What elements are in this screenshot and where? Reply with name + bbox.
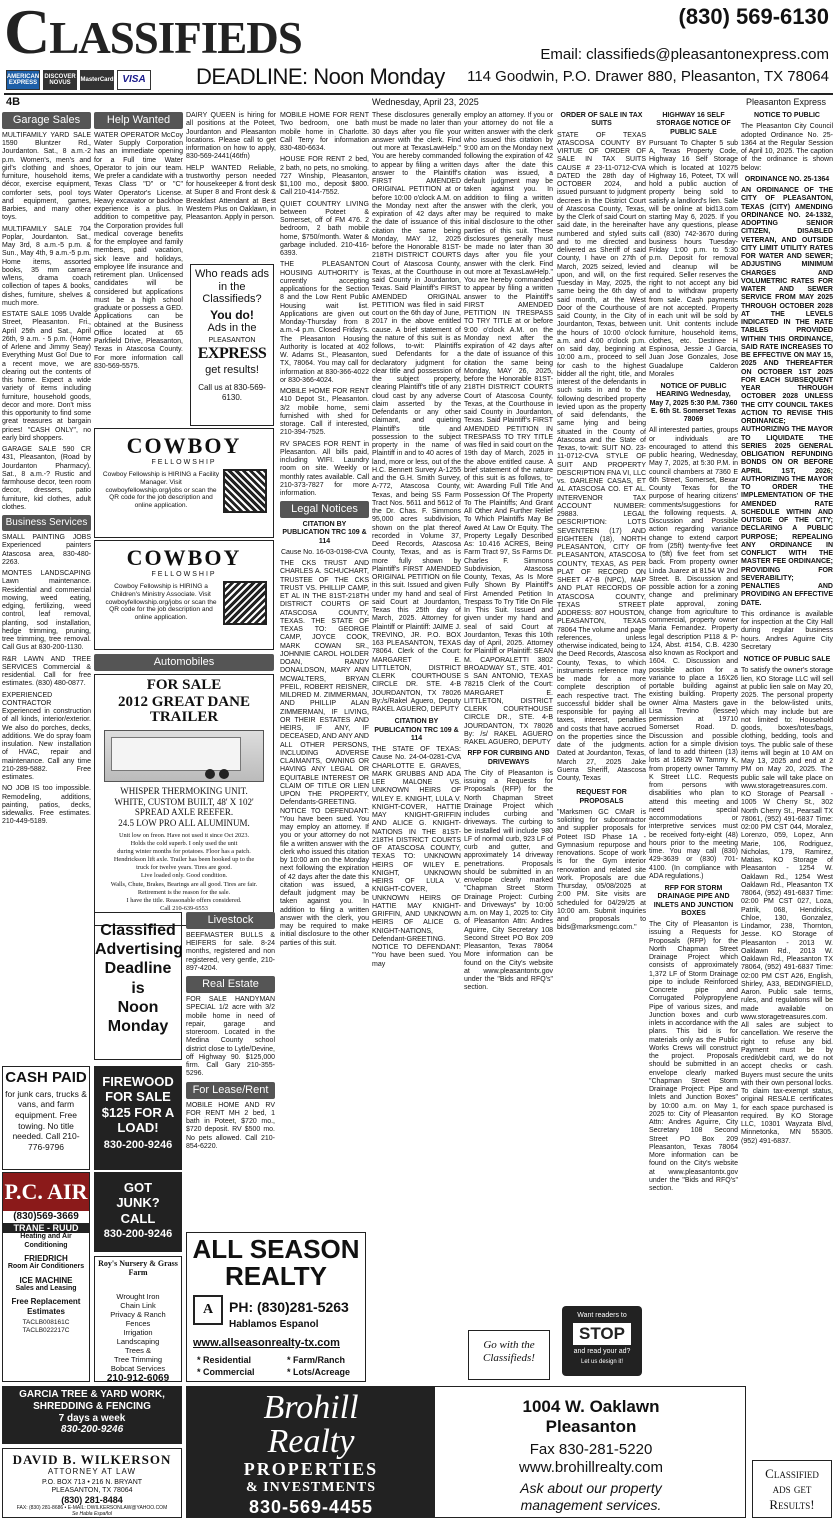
stop-l3: and read your ad?	[573, 1348, 631, 1356]
nursery-item: Chain Link	[120, 1300, 156, 1310]
section-livestock: Livestock	[186, 912, 275, 929]
nursery-title: Roy's Nursery & Grass Farm	[98, 1259, 178, 1278]
results-l2: ads get	[772, 1481, 812, 1497]
section-real-estate: Real Estate	[186, 976, 275, 993]
nursery-item: Fences	[125, 1318, 151, 1328]
garcia-l1: GARCIA TREE & YARD WORK,	[19, 1389, 165, 1400]
ad-item: MONTES LANDSCAPING Lawn maintenance. Residential and commercial mowing, weed eating, edging, fertilizing, weed control, leaf removal, planting, sod installation, hedge trimming, pruning, tree trimming, tree removal. Call Gus at 830-200-1130.	[2, 570, 91, 652]
results-box	[752, 1460, 832, 1518]
trailer-details	[97, 832, 271, 914]
pc-air-l5: ICE MACHINE	[19, 1275, 73, 1285]
pc-air-logo: P.C. AIR	[3, 1173, 89, 1211]
ad-item: GARAGE SALE 590 CR 431, Pleasanton, (Road by Jourdanton Pharmacy). Sat., 8 a.m.-? Rustic and farmhouse decor, teen room decor, dressers, patio furniture, kid clothes, adult clothes.	[2, 446, 91, 511]
tax-sale-text: STATE OF TEXAS ATASCOSA COUNTY BY VIRTUE OF ORDER OF SALE IN TAX SUITS CAUSE # 23-11-0712-CVA DATED the 28th day of OCTOBER 2024, and issued pursuant to judgment decrees in the District Court of Atascosa County, Texas, by the Clerk of said Court on said date, in the hereinafter numbered and styled suits and to me directed and delivered as Sheriff of said County, I have on 27th of March, 2025 seized, levied upon, and will, on the first Tuesday in May, 2025, the same being the 6th day of said month, at the West Door of the Courthouse of said County, in the City of Jourdanton, Texas, between the hours of 10:00 o'clock a.m. and 4:00 o'clock p.m. on said day, beginning at 10:00 a.m., proceed to sell for cash to the highest bidder all the right, title, and interest of the defendants in such suits in and to the following described property levied upon as the property of said defendants, the same lying and being situated in the County of Atascosa and the State of Texas, to-wit: SUIT NO. 23-11-0712-CVA STYLE OF SUIT AND PROPERTY DESCRIPTION FNA VI, LLC vs. DARLENE CASAS, ET AL ATASCOSA CO. ET AL. INTERVENOR TAX ACCOUNT NUMBER: 29883. LEGAL DESCRIPTION: LOTS SEVENTEEN (17) AND EIGHTEEN (18), NORTH PLEASANTON, CITY OF PLEASANTON, ATASCOSA COUNTY, TEXAS, AS PER PLAT OF RECORD ON SHEET 47-B (NPC), MAP AND PLAT RECORDS OF ATASCOSA COUNTY, TEXAS STREET ADDRESS: 807 HOUSTON, PLEASANTON, TEXAS 78064 The volume and page references, unless otherwise indicated, being to the Deed Records, Atascosa County, Texas, to which instruments reference may be made for a more complete description of each respective tract. The successful bidder shall be responsible for paying all taxes, interest, penalties and costs that have accrued on the properties since the date of the judgments. Dated at Jourdanton, Texas, March 27, 2025 Jake Guerra Sheriff, Atascosa County, Texas	[557, 131, 646, 782]
nursery-item: Privacy & Ranch	[110, 1309, 166, 1319]
hearing-text: All interested parties, groups or individuals are encouraged to attend this public hearing, Wednesday, May 7, 2025, at 5:30 P.M. in council chambers at 7360 E 6th Street, Somerset, Bexar County Texas for the purpose of hearing citizens' comments/suggestions for the following requests. A. Discussion and Possible action regarding variance change to extend carport from (25ft) twenty-five feet to (5ft) five feet from set back. From property owner Linda Juarez at 8154 W 2nd Street. B. Discussion and possible action for a zoning change and preliminary plate approval, zoning change from agriculture to commercial, property owner Maria Fernandez. Property legal description P118 & P-124, Abst. #154, C.B. 4230 also known as Rockport and 1604. C. Discussion and possible action for a variance to place a 16X26 portable building against existing building. Property owner Alma Masters gave Lisa Trevino (lessee) permission at 19710 Somerset Road. D. Discussion and possible action for a simple division of land to add thirteen (13) lots at 16829 W Tammy K, from property owner Tammy K Street LLC. Requests from persons with disabilities who plan to attend this meeting and need special accommodations or interpretive services must be received forty-eight (48) hours prior to the meeting time. You may call (830) 429-3639 or (830) 701-4100. (In compliance with ADA regulations.)	[649, 427, 738, 880]
citation-title: CITATION BY PUBLICATION TRC 109 & 114	[374, 718, 459, 742]
legal-text: employ an attorney. If you or your attorney do not file a written answer with the clerk who issued this citation by 9:00 am on the Monday next following the expiration of 42 days after the date this citation was issued, a default judgment may be taken against you. In addition to filing a written answer with the clerk, you may be required to make initial disclosure to the other parties of this suit. These disclosures generally must be made no later than 30 days after you file your answer with the clerk. Find out more at TexasLawHelp." You are hereby commanded to appear by filing a written answer to the Plaintiff's FIRST AMENDED PETITION IN TRESPASS TO TRY TITLE at or before 9:00 o'clock A.M. on the Monday next after the expiration of 42 days after the date of issuance of this citation the same being Monday, MAY 26, 2025, before the Honorable 81ST-218TH DISTRICT COURTS Court of Atascosa County, Texas, at the Courthouse in said County in Jourdanton, Texas. Said Plaintiff's FIRST AMENDED PETITION IN TRESPASS TO TRY TITLE was filed in said court on the 19th day of March, 2025 in the above entitled cause. A brief statement of the nature of this suit is as follows, to-wit: Awarding Full Title And Possession Of The Property To The Plaintiffs; And Grant All Other And Further Relief To Which Plaintiffs May Be Awed At Law Or Equity. The Property Legally Described As: 10.416 ACRES, Being Farm Tract 97, Ss Farms Dr. Charles F. Simmons Subdivision, Atascosa County, Texas, As Is More Fully Shown By Plaintiff's First Amended Petition In Trespass To Try Title On File In This Suit. Issued and given under my hand and seal of said Court at Jourdanton, Texas this 10th day of April, 2025. Attorney for Plaintiff or Plaintiff: SEAN M. CAPORALETTI 3802 BROADWAY ST., STE. 401-S SAN ANTONIO, TEXAS 78215 Clerk of the Court: MARGARET E. LITTLETON, DISTRICT CLERK COURTHOUSE CIRCLE DR., STE. 4-B JOURDANTON, TX 78026 By: /s/ RAKEL AGUERO RAKEL AGUERO, DEPUTY	[464, 112, 553, 746]
junk-l1: GOT	[123, 1180, 153, 1195]
brohill-addr1: 1004 W. Oaklawn	[522, 1397, 660, 1416]
masthead-title: Classifieds	[4, 0, 302, 67]
masthead-rule	[4, 93, 833, 95]
detail-line: Holds the cold superb. I only used the unit	[130, 839, 238, 847]
asr-commercial: * Commercial	[197, 1367, 255, 1377]
firewood-l2: FOR SALE	[105, 1089, 171, 1105]
cowboy-logo-sub: FELLOWSHIP	[151, 458, 217, 466]
asr-phone: PH: (830)281-5263	[229, 1299, 349, 1315]
brohill-addr2: Pleasanton	[545, 1417, 637, 1437]
ordinance-text: AN ORDINANCE OF THE CITY OF PLEASANTON, TEXAS (CITY) AMENDING ORDINANCE NO. 24-1332, ADOPTING SENIOR CITIZEN, DISABLED VETERAN, AND OUTSIDE CITY LIMIT UTILITY RATES FOR WATER AND SEWER; ADJUSTING MINIMUM CHARGES AND VOLUMETRIC RATES FOR WATER AND SEWER SERVICE FROM MAY 2025 THROUGH OCTOBER 2028 AT THE LEVELS INDICATED IN THE RATE TABLES PROVIDED WITHIN THIS ORDINANCE, SAID RATE INCREASES TO BE EFFECTIVE ON MAY 15, 2025 AND THEREAFTER ON OCTOBER 1ST 2025 FOR EACH SUBSEQUENT YEAR THROUGH OCTOBER 2028 UNLESS THE CITY COUNCIL TAKES ACTION TO REVISE THIS ORDINANCE; AUTHORIZING THE MAYOR TO LIQUIDATE THE SERIES 2025 GENERAL OBLIGATION REFUNDING BONDS ON OR BEFORE APRIL 1ST, 2026; AUTHORIZING THE MAYOR TO ORDER THE IMPLEMENTATION OF THE AMENDED RATE SCHEDULE WITHIN AND OUTSIDE OF THE CITY; DECLARING A PUBLIC PURPOSE; REPEALING ANY ORDINANCE IN CONFLICT WITH THE MASTER FEE ORDINANCE; PROVIDING FOR SEVERABILITY; PENALTIES AND PROVIDING AN EFFECTIVE DATE.	[741, 187, 833, 607]
deadline-box	[94, 912, 182, 1060]
column-tax-sale	[557, 112, 646, 1172]
pc-air-ad	[2, 1172, 90, 1382]
stop-ad-box	[562, 1306, 642, 1376]
column-public-notices	[649, 112, 738, 1382]
cause-number: Cause No. 16-03-0198-CVA	[280, 548, 369, 556]
mastercard-icon: MasterCard	[80, 70, 114, 90]
all-season-realty-ad	[186, 1232, 366, 1382]
livestock-realestate-col	[186, 912, 275, 1151]
ad-item: SMALL PAINTING JOBS Experienced painters Atascosa area, 830-480-2263.	[2, 534, 91, 566]
ad-item: BEEFMASTER BULLS & HEIFERS for sale. 8-24 months, registered and non registered, very gentle, 210-897-4204.	[186, 931, 275, 972]
who-reads-line4: get results!	[205, 364, 259, 377]
wilkerson-fax: FAX: (830) 281-8686 • E-MAIL: DWILKERSONLAW@YAHOO.COM	[16, 1504, 168, 1511]
ad-item: MOBILE HOME FOR RENT Two bedroom, one bath mobile home in Charlotte. Call Terry for information 830-480-6634.	[280, 112, 369, 152]
brohill-logo-panel	[187, 1387, 435, 1517]
detail-line: Hendrickson lift axle. Trailer has been hooked up to the	[113, 856, 255, 864]
trailer-sub3: 24.5 LOW PRO ALL ALUMINUM.	[118, 817, 250, 828]
asr-title2: REALTY	[224, 1261, 328, 1292]
pc-air-l1: TRANE - RUUD	[3, 1223, 89, 1234]
express-logo: EXPRESS	[197, 345, 267, 363]
cowboy-fellowship-ad-2	[94, 540, 274, 650]
who-reads-line3: Ads in the	[207, 322, 257, 335]
cash-paid-title: CASH PAID	[5, 1069, 87, 1086]
cash-paid-text: for junk cars, trucks & vans, and farm equipment. Free towing. No title needed. Call 210-776-9796	[5, 1088, 87, 1152]
storage-text: Pursuant To Chapter 5 sub A, Texas Property Code, Highway 16 Self Storage which is located at 10275 Highway 16, Poteet, TX will hold a public auction of property being sold to satisfy a landlord's lien. Sale will be online at bid13.com starting May 6, 2025. If you have any questions, please call (830) 742-3670 during business hours Tuesday-Friday 1:00 p.m. to 5:30 p.m. Deposit for removal and cleanup will be required. Seller reserves the right to not accept any bid and to withdraw property from sale. Cash payments are not accepted. Property in each unit will be sold by unit. Unit contents include furniture, household items, clothes, etc. Destinee H Espinosa, Jessie J Garcia, Juan Jose Gonzales, Jose Guadalupe Calderon Morales	[649, 139, 738, 378]
pc-air-l3: FRIEDRICH	[24, 1253, 68, 1263]
masthead-phone: (830) 569-6130	[678, 4, 829, 29]
wilkerson-title: ATTORNEY AT LAW	[47, 1467, 137, 1477]
column-ordinance	[741, 112, 833, 1456]
brohill-web[interactable]: www.brohillrealty.com	[519, 1458, 663, 1476]
notice-title: NOTICE TO PUBLIC	[754, 112, 820, 119]
pc-air-l9: TACLB022217C	[22, 1326, 70, 1334]
tax-sale-title: ORDER OF SALE IN TAX SUITS	[560, 112, 643, 128]
rfp-title: RFP FOR CURBING AND DRIVEWAYS	[467, 750, 550, 766]
firewood-l1: FIREWOOD	[102, 1074, 174, 1089]
public-sale-title: NOTICE OF PUBLIC SALE	[743, 656, 831, 663]
wilkerson-espanol: Se Habla Español	[71, 1510, 113, 1517]
brohill-l2: Realty	[267, 1423, 355, 1460]
ad-item: FOR SALE HANDYMAN SPECIAL 1/2 acre with 3/2 mobile home in need of repair, garage and storeroom. Located in the Medina County school district close to Lytle/Devine, off Highway 90. $125,000 firm. Call Gary 210-355-5296.	[186, 996, 275, 1078]
ad-item: THE PLEASANTON HOUSING AUTHORITY is currently accepting applications for the Section 8 and the Low Rent Public Housing wait list. Applications are given out Monday-Thursday from 8 a.m.-4 p.m. Closed Friday's. The Pleasanton Housing Authority is located at 402 W. Adams St., Pleasanton, TX, 78064. You may call for information at 830-366-4022 or 830-366-4024.	[280, 261, 369, 384]
cowboy-text: Cowboy Fellowship is HIRING a Facility Manager. Visit cowboyfellowship.org/jobs or scan the QR code for the job description and online application.	[102, 471, 220, 510]
deadline-l5: Noon	[117, 998, 159, 1016]
brohill-tag2: management services.	[520, 1496, 662, 1513]
wilkerson-city: PLEASANTON, TX 78064	[51, 1487, 133, 1495]
ordinance-title: ORDINANCE NO. 25-1364	[744, 175, 830, 183]
masthead-email: Email: classifieds@pleasantonexpress.com	[540, 46, 829, 63]
brohill-info	[443, 1397, 739, 1514]
citation-title: CITATION BY PUBLICATION TRC 109 & 114	[282, 521, 367, 545]
detail-line: Unit low on freon. Have not used it since Oct 2023.	[118, 831, 250, 839]
detail-line: Live loaded only. Good condition.	[140, 872, 228, 880]
garcia-phone: 830-200-9246	[60, 1424, 124, 1436]
section-business-services: Business Services	[2, 515, 91, 531]
junk-l3: CALL	[120, 1210, 156, 1226]
rfp-text: "Marksmen GC CMaR is soliciting for subcontractor and supplier proposals for Poteet ISD Phase 1A - Gymnasium repurpose and renovations. Scope of work is for the Gym interior renovation and related site work. Proposals are due Thursday, 05/08/2025 at 2:00 PM. Site visits are scheduled for 04/29/25 at 10:00 am. Submit inquiries and proposals to bids@marksmengc.com."	[557, 808, 646, 932]
masthead-address: 114 Goodwin, P.O. Drawer 880, Pleasanton, TX 78064	[467, 68, 829, 85]
section-garage-sales: Garage Sales	[2, 112, 91, 129]
cowboy-text: Cowboy Fellowship is HIRING a Children's Ministry Associate. Visit cowboyfellowship.org/jobs or scan the QR code for the job description and online application.	[105, 583, 217, 622]
public-sale-text: To satisfy the owner's storage lien, KO Storage LLC will sell at public lien sale on May 20, 2025. The personal property in the below-listed units, which may include but are not limited to: Household goods, boxes/totes/bags, clothing, bedding, tools and toys. The public sale of these items will begin at 10 AM on May 13, 2025 and end at 2 PM on May 20, 2025. The public sale will take place on www.storagetreasures.com. KO Storage of Pearsall - 1005 W Cherry St., 302 North Cherry St., Pearsall TX 78061, (952) 491-6837 Time: 02:00 PM CST 044, Moralez, Lorenzo, 059, Lopez, Ann Marie, 106, Rodriguez, Nicholas, 179, Ramirez, Matias. KO Storage of Pleasanton - 1254 W. Oaklawn Rd., 1254 West Oaklawn Rd., Pleasanton TX 78064, (952) 491-6837 Time: 02:00 PM CST 027, Loza, Patrik, 068, Hendricks, Chloe, 130, Gonzalez, Lindamor, 238, Thornton, Jesse. KO Storage of Pleasanton - 2013 W. Oaklawn Rd., 2013 W. Oaklawn Rd., Pleasanton TX 78064, (952) 491-6837 Time: 02:00 PM CST A26, English, Shirley, A33, BEDINGFIELD, Aaron. Public sale terms, rules, and regulations will be made available on www.storagetreasures.com. All sales are subject to cancellation. We reserve the right to refuse any bid. Payment must be by credit/debit card, we do not accept checks or cash. Buyers must secure the units with their own personal locks. To claim tax-exempt status, original RESALE certificates for each space purchased is required. By KO Storage LLC, 10301 Wayzata Blvd, Minnetonka, MN 55305. (952) 491-6837.	[741, 667, 833, 1145]
who-reads-box	[190, 264, 274, 426]
wilkerson-phone: (830) 281-8484	[61, 1495, 123, 1506]
junk-ad	[94, 1172, 182, 1252]
issue-date: Wednesday, April 23, 2025	[372, 97, 479, 107]
rfp-title: REQUEST FOR PROPOSALS	[576, 789, 627, 805]
pc-air-l2: Heating and Air Conditioning	[20, 1233, 72, 1249]
legal-text: THE STATE OF TEXAS: Cause No. 24-04-0281-CVA CHARLOTTE E. GRAVES, MARK GRUBBS AND ADA LEE MALONE VS. UNKNOWN HEIRS OF WILEY E. KNIGHT, LULA V. KNIGHT-COVER, HATTIE MAY KNIGHT-GRIFFIN AND ALICE G. KNIGHT-NATIONS IN THE 81ST-218TH DISTRICT COURTS OF ATASCOSA COUNTY, TEXAS TO: UNKNOWN HEIRS OF WILEY E. KNIGHT, UNKNOWN HEIRS OF LULA V. KNIGHT-COVER, UNKNOWN HEIRS OF HATTIE MAY KNIGHT-GRIFFIN, AND UNKNOWN HEIRS OF ALICE G. KNIGHT-NATIONS, Defendant-GREETING. NOTICE TO DEFENDANT: "You have been sued. You may	[372, 746, 461, 968]
express-logo-top: PLEASANTON	[208, 337, 256, 345]
column-legal-3	[464, 112, 553, 1212]
rfp-text: The City of Pleasanton is issuing a Requests for Proposals (RFP) for the North Chapman Street Drainage Project which includes curbing and driveways. The curbing to be installed will include 980 LF of normal curb, 923 LF of curb and gutter, and approximately 14 driveway penetrations. Proposals should be submitted in an envelope clearly marked "Chapman Street Storm Drainage Project: Curbing and Driveways" by 10:00 a.m. on May 1, 2025 to: City of Pleasanton Attn: Andres Aguirre, City Secretary 108 Second Street PO Box 209 Pleasanton, Texas 78064 More information can be found on the City's website at www.pleasantontx.gov under the "Bids and RFQ's" section.	[464, 769, 553, 992]
detail-line: Call 210-639-6553	[160, 905, 208, 913]
deadline-l3: Deadline	[104, 960, 172, 978]
stop-l4: Let us design it!	[580, 1358, 624, 1365]
nursery-item: Tree Trimming	[113, 1354, 163, 1364]
junk-phone: 830-200-9246	[103, 1227, 173, 1240]
detail-line: I have the title. Reasonable offers considered.	[126, 896, 242, 904]
trailer-title2: 2012 GREAT DANE TRAILER	[118, 693, 250, 726]
nursery-item: Trees &	[125, 1345, 151, 1355]
cowboy-logo: COWBOY	[126, 433, 242, 458]
pc-air-l4: Room Air Conditioners	[7, 1263, 85, 1271]
detail-line: Walls, Chute, Brakes, Bearings are all good. Tires are fair.	[110, 880, 258, 888]
legal-text: These disclosures generally must be made no later than 30 days after you file your answer with the clerk. Find out more at TexasLawHelp." You are hereby commanded to appear by filing a written answer to the Plaintiff's FIRST AMENDED ORIGINAL PETITION at or before 10:00 o'clock A.M. on the Monday next after the expiration of 42 days after the date of issuance of this citation the same being Monday, MAY 12, 2025 before the Honorable 81ST-218TH DISTRICT COURTS Court of Atascosa County, Texas, at the Courthouse in said County in Jourdanton, Texas. Said Plaintiff's FIRST AMENDED ORIGINAL PETITION was filed in said court on the 6th day of June, 2017 in the above entitled cause. A brief statement of the nature of this suit is as follows, to-wit: Plaintiffs sued Defendants for a declaratory judgment for clear title and possession of the subject property, clearing Plaintiff's title of any cloud cast by any adverse claim asserted by the Defendants or any other claimant, and quieting Plaintiff's title and possession to the subject property in the name of Plaintiff in and to 40 acres of land, more or less, out of the H.C. Bennett Survey A-1255 and the G.H. Smith Survey, A-772, Atascosa County, Texas, and being SS Farm Tract Nos. 5611 and 5612 of the Dr. Chas. F. Simmons 95,000 acres subdivision, shown on the plat thereof recorded in Volume 37, Deed Records, Atascosa County, Texas, and as is more fully shown by Plaintiff's FIRST AMENDED ORIGINAL PETITION on file in this suit. Issued and given under my hand and seal of said Court at Jourdanton, Texas this 25th day of March, 2025. Attorney for Plaintiff or Plaintiff: JAIME J. TREVINO, JR. P.O. BOX 163 PLEASANTON, TEXAS 78064. Clerk of the Court: MARGARET E. LITTLETON, DISTRICT CLERK COURTHOUSE CIRCLE DR. STE. 4-B JOURDANTON, TX 78026 By:/s/Rakel Aguero, Deputy RAKEL AGUERO, DEPUTY	[372, 112, 461, 713]
ordinance-after: This ordinance is available for inspection at the City Hall during regular business hours. Andres Aguirre City Secretary	[741, 610, 833, 651]
deadline-l6: Monday	[107, 1017, 169, 1035]
detail-line: truck for twelve years. Tires are good.	[136, 864, 232, 872]
results-l3: Results!	[769, 1496, 815, 1512]
garcia-tree-ad	[2, 1386, 182, 1444]
ad-item: MOBILE HOME FOR RENT 410 Depot St., Pleasanton. 3/2 mobile home, semi furnished with shed for storage. Call if interested, 210-394-7525.	[280, 388, 369, 437]
brohill-fax: Fax 830-281-5220	[529, 1441, 653, 1459]
legal-text: THE CKS TRUST AND CHARLES A. SCHUCHART, TRUSTEE OF THE CKS TRUST VS. PHILLIP CAMP, ET AL IN THE 81ST-218TH DISTRICT COURTS OF ATASCOSA COUNTY, TEXAS. THE STATE OF TEXAS TO: GEORGE CAMP, JOYCE COOK, MARK COWAN SR., JOHNNIE CAROL HOLDER DOAN, RANDY DONALDSON, MARY ANN MCWALTERS, BRYAN PFEIL, ROBERT REISNER, MILDRED M. ZIMMERMAN, AND PHILLIP ALAN ZIMMERMAN, IF LIVING, OR THEIR ESTATES AND HEIRS, IF ANY, IF DECEASED, AND ANY AND ALL OTHER PERSONS, INCLUDING ADVERSE CLAIMANTS, OWNING OR HAVING ANY LEGAL OR EQUITABLE INTEREST OR CLAIM OF TITLE OR LIEN UPON THE PROPERTY, Defendants-GREETING. NOTICE TO DEFENDANT: "You have been sued. You may employ an attorney. If you or your attorney do not file a written answer with the clerk who issued this citation by 10:00 am on the Monday next following the expiration of 42 days after the date this citation was issued, a default judgment may be taken against you. In addition to filing a written answer with the clerk, you may be required to make initial disclosure to the other parties of this suit.	[280, 560, 369, 947]
asr-farm: * Farm/Ranch	[287, 1355, 346, 1365]
page-number: 4B	[6, 96, 21, 108]
rfp-text: The City of Pleasanton is issuing a Requests for Proposals (RFP) for the North Chapman Street Drainage Project which consists of approximately 1,372 LF of Storm Drainage pipe to include Reinforced Concrete pipe and Corrugated Polypropylene Pipe of various sizes, and Junction boxes and curb inlets in accordance with the plans. This bid is for materials only as the Public Works Crews will construct the project. Proposals should be submitted in an envelope clearly marked "Chapman Street Storm Drainage Project: Pipe and Inlets and Junction Boxes" by 10:00 a.m. on May 1, 2025 to: City of Pleasanton Attn: Andres Aguirre, City Secretary 108 Second Street PO Box 209 Pleasanton, Texas 78064 More information can be found on the City's website at www.pleasantontx.gov under the "Bids and RFQ's" section.	[649, 921, 738, 1192]
brohill-l3: PROPERTIES	[243, 1459, 379, 1479]
detail-line: during winter months for potatoes. Floor has a patch.	[117, 847, 251, 855]
junk-l2: JUNK?	[116, 1195, 160, 1211]
asr-residential: * Residential	[197, 1355, 252, 1365]
wilkerson-ad	[2, 1448, 182, 1518]
hearing-title: NOTICE OF PUBLIC HEARING Wednesday, May 7, 2025 5:30 P.M. 7360 E. 6th St. Somerset Texas 78069	[649, 383, 738, 423]
trailer-sub2: WHITE, CUSTOM BUILT, 48' X 102' SPREAD AXLE REEFER.	[114, 796, 254, 818]
pc-air-l8: TACLB008161C	[22, 1319, 70, 1327]
cowboy-logo-sub: FELLOWSHIP	[151, 570, 217, 578]
brohill-phone: 830-569-4455	[248, 1496, 374, 1517]
firewood-ad	[94, 1066, 182, 1170]
column-legal-2	[372, 112, 461, 1230]
trailer-title1: FOR SALE	[146, 676, 222, 693]
qr-code-icon[interactable]	[223, 469, 267, 513]
payment-cards	[6, 70, 151, 90]
firewood-phone: 830-200-9246	[103, 1139, 173, 1152]
ad-item: ESTATE SALE 1095 Uvalde Street, Pleasanton. Fri., April 25th and Sat., April 26th, 9 a.m. - 5 p.m. (Home of Arlene and Jimmy Seay) Everything Must Go! Due to a recent move, we are clearing out the contents of this home. Expect a wide variety of items including furniture, household goods, decor and more. Don't miss this opportunity to find some great treasures at bargain prices! "CASH ONLY", no early bird shoppers.	[2, 311, 91, 442]
ad-item: MULTIFAMILY YARD SALE 1590 Bluntzer Rd., Jourdanton. Sat., 8 a.m.-2 p.m. Women's, men's and girl's clothing and shoes, furniture, household items, décor, exercise equipment, comforter sets, pool toys and equipment, games, Barbies, and many other toys.	[2, 131, 91, 222]
masthead-deadline: DEADLINE: Noon Monday	[196, 64, 445, 89]
who-reads-line2: You do!	[210, 307, 254, 322]
asr-logo-icon: A	[193, 1295, 223, 1325]
firewood-l3: $125 FOR A	[101, 1104, 175, 1120]
firewood-l4: LOAD!	[117, 1119, 159, 1135]
nursery-item: Irrigation	[123, 1327, 153, 1337]
deadline-l4: is	[131, 979, 145, 997]
brohill-l1: Brohill	[263, 1389, 359, 1426]
pc-air-l7: Free Replacement Estimates	[11, 1297, 81, 1316]
asr-lots: * Lots/Acreage	[287, 1367, 351, 1377]
rfp-title: RFP FOR STORM DRAINAGE PIPE AND INLETS AND JUNCTION BOXES	[653, 885, 734, 917]
column-rentals-legal	[280, 112, 369, 1230]
wilkerson-addr: P.O. BOX 713 • 216 N. BRYANT	[41, 1478, 143, 1486]
who-reads-call: Call us at 830-569-6130.	[198, 383, 266, 402]
trailer-sub1: WHISPER THERMOKING UNIT.	[120, 786, 248, 797]
detail-line: Retirement is the reason for the sale.	[137, 888, 231, 896]
nursery-item: Landscaping	[116, 1336, 160, 1346]
ad-item: DAIRY QUEEN is hiring for all positions at the Poteet, Jourdanton and Pleasanton locations. Please call to get information on how to apply, 830-569-2441(46tfn)	[186, 112, 276, 161]
qr-code-icon[interactable]	[223, 581, 267, 625]
ad-item: HELP WANTED Reliable, trustworthy person needed for housekeeper & front desk at Super 8 and Front desk & Breakfast Attendant at Best Western Plus on Oaklawn, in Pleasanton. Apply in person.	[186, 164, 276, 221]
section-automobiles: Automobiles	[94, 654, 274, 671]
pc-air-l6: Sales and Leasing	[15, 1284, 77, 1292]
roys-nursery-ad	[94, 1256, 182, 1382]
column-garage-sales	[2, 112, 91, 826]
trailer-ad	[94, 674, 274, 926]
section-legal-notices: Legal Notices	[280, 501, 369, 518]
brohill-realty-ad	[186, 1386, 746, 1518]
nursery-phone: 210-912-6069	[106, 1372, 170, 1384]
stop-sign-icon: STOP	[573, 1323, 631, 1345]
ad-item: HOUSE FOR RENT 2 bed, 2 bath, no pets, no smoking. 727 Winship, Pleasanton, $1,100 mo., deposit $800. Call 210-414-7552.	[280, 156, 369, 197]
ad-item: NO JOB IS too impossible. Remodeling, additions, painting, patios, decks, sidewalks. Free estimates. 210-449-5189.	[2, 785, 91, 826]
column-help-wanted-2	[186, 112, 276, 262]
cowboy-logo: COWBOY	[126, 545, 242, 570]
notice-intro: The Pleasanton City Council adopted Ordinance No. 25-1364 at the Regular Session of April 10, 2025. The caption of the ordinance is shown below:	[741, 123, 833, 172]
ad-item: WATER OPERATOR McCoy Water Supply Corporation has an immediate opening for a Full time Water Operator to join our team. We prefer a candidate with a Texas Class "D" or "C" Water Operator's License. Heavy excavator or backhoe experience is a plus. In addition to competitive pay, the Corporation provides full medical coverage benefits for the employee and family members, paid vacation, sick leave and holidays, employee life insurance and retirement plan. Unlicensed candidates will be considered but applications must be a high school graduate or possess a GED. Applications can be obtained at the Business Office located at 65 Parkfield Drive, Pleasanton, Texas in Atascosa County. For more information call 830-569-5575.	[94, 131, 183, 370]
who-reads-line1: Who reads ads in the Classifieds?	[195, 268, 269, 306]
asr-hablamos: Hablamos Espanol	[229, 1319, 319, 1330]
ad-item: EXPERIENCED CONTRACTOR Experienced in construction of all kinds, interior/exterior. We also do porches, decks, additions. We do spray foam insulation. New installation of HVAC, repair and maintenance. Call any time 210-289-5882. Free estimates.	[2, 691, 91, 782]
asr-title1: ALL SEASON	[192, 1234, 360, 1264]
discover-card-icon: DISCOVER NOVUS	[43, 70, 77, 90]
amex-card-icon: AMERICAN EXPRESS	[6, 70, 40, 90]
trailer-photo	[104, 730, 264, 782]
cash-paid-ad	[2, 1066, 90, 1170]
cowboy-fellowship-ad-1	[94, 428, 274, 538]
garcia-l2: SHREDDING & FENCING	[33, 1400, 151, 1412]
nursery-item: Bobcat Services	[110, 1363, 166, 1373]
stop-l1: Want readers to	[577, 1312, 627, 1319]
asr-web-link[interactable]: www.allseasonrealty-tx.com	[193, 1337, 340, 1349]
column-help-wanted	[94, 112, 183, 448]
storage-title: HIGHWAY 16 SELF STORAGE NOTICE OF PUBLIC SALE	[656, 112, 731, 136]
ad-item: RV SPACES FOR RENT in Pleasanton. All bills paid, including WIFI. Laundry room on site. Weekly or monthly rates available. Call 210-373-7827 for more information.	[280, 440, 369, 497]
ad-item: R&R LAWN AND TREE SERVICES Commercial & residential. Call for free estimates. (830) 480-0877.	[2, 655, 91, 688]
ad-item: MOBILE HOME AND RV FOR RENT MH 2 bed, 1 bath in Poteet, $720 mo., $720 deposit. RV $500 mo. No pets allowed. Call 210-854-6220.	[186, 1101, 275, 1150]
visa-card-icon: VISA	[117, 70, 151, 90]
go-with-classifieds-box: Go with the Classifieds!	[468, 1330, 550, 1380]
section-help-wanted: Help Wanted	[94, 112, 183, 129]
results-l1: Classified	[765, 1466, 819, 1481]
brohill-tag1: Ask about our property	[520, 1480, 662, 1497]
nursery-item: Wrought Iron	[116, 1291, 160, 1301]
ad-item: MULTIFAMILY SALE 704 Poplar, Jourdanton. Sat., May 3rd, 8 a.m.-5 p.m. & Sun., May 4th, 9 a.m.-5 p.m. Home items, assorted books, 35 mm camera w/lens, drama coach collection of tapes & books, dishes, furniture, shelves & much more.	[2, 225, 91, 307]
garcia-l3: 7 days a week	[58, 1412, 126, 1424]
automobiles-section	[94, 654, 274, 926]
brohill-l4: & INVESTMENTS	[245, 1480, 377, 1496]
nursery-items	[97, 1292, 179, 1373]
paper-name: Pleasanton Express	[746, 97, 827, 107]
deadline-l2: Advertising	[95, 941, 184, 959]
wilkerson-name: DAVID B. WILKERSON	[12, 1452, 172, 1467]
section-for-lease: For Lease/Rent	[186, 1082, 275, 1099]
ad-item: QUIET COUNTRY LIVING between Poteet & Somerset, off of FM 476. 2 bedroom, 2 bath mobile home, $750/month. Water & garbage included. 210-416-6393.	[280, 200, 369, 257]
pc-air-phone: (830)569-3669	[13, 1210, 79, 1222]
deadline-l1: Classified	[100, 922, 176, 939]
